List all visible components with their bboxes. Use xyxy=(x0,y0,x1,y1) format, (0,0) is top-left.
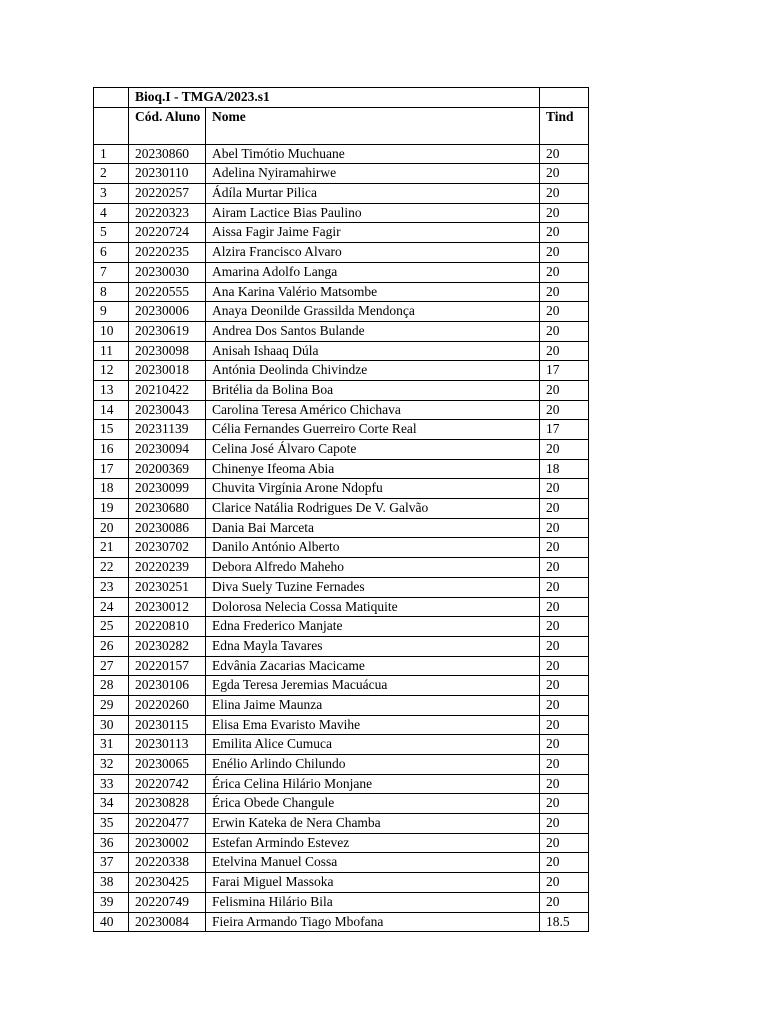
tind-grade: 20 xyxy=(540,302,589,322)
tind-grade: 20 xyxy=(540,538,589,558)
student-code: 20220749 xyxy=(129,892,206,912)
tind-grade: 20 xyxy=(540,715,589,735)
tind-grade: 20 xyxy=(540,203,589,223)
student-code: 20220810 xyxy=(129,617,206,637)
student-code: 20230099 xyxy=(129,479,206,499)
table-row xyxy=(94,400,589,420)
row-number: 11 xyxy=(94,341,129,361)
tind-grade: 20 xyxy=(540,499,589,519)
student-name: Etelvina Manuel Cossa xyxy=(206,853,540,873)
student-name: Edvânia Zacarias Macicame xyxy=(206,656,540,676)
table-row xyxy=(94,459,589,479)
student-name: Chuvita Virgínia Arone Ndopfu xyxy=(206,479,540,499)
student-code: 20220724 xyxy=(129,223,206,243)
empty-cell xyxy=(94,88,129,108)
table-row xyxy=(94,538,589,558)
table-row xyxy=(94,302,589,322)
student-name: Abel Timótio Muchuane xyxy=(206,144,540,164)
header-code: Cód. Aluno xyxy=(129,107,206,144)
student-code: 20220239 xyxy=(129,558,206,578)
title-row xyxy=(94,88,589,108)
tind-grade: 20 xyxy=(540,321,589,341)
student-name: Diva Suely Tuzine Fernades xyxy=(206,577,540,597)
student-code: 20220555 xyxy=(129,282,206,302)
row-number: 17 xyxy=(94,459,129,479)
tind-grade: 20 xyxy=(540,892,589,912)
student-name: Clarice Natália Rodrigues De V. Galvão xyxy=(206,499,540,519)
student-name: Adelina Nyiramahirwe xyxy=(206,164,540,184)
row-number: 34 xyxy=(94,794,129,814)
row-number: 33 xyxy=(94,774,129,794)
table-row xyxy=(94,499,589,519)
student-code: 20230115 xyxy=(129,715,206,735)
student-name: Dania Bai Marceta xyxy=(206,518,540,538)
table-row xyxy=(94,321,589,341)
row-number: 40 xyxy=(94,912,129,932)
student-code: 20230043 xyxy=(129,400,206,420)
tind-grade: 20 xyxy=(540,617,589,637)
table-row xyxy=(94,774,589,794)
grades-table xyxy=(93,87,589,932)
row-number: 25 xyxy=(94,617,129,637)
student-code: 20230030 xyxy=(129,262,206,282)
table-row xyxy=(94,164,589,184)
table-row xyxy=(94,518,589,538)
row-number: 37 xyxy=(94,853,129,873)
row-number: 16 xyxy=(94,440,129,460)
table-row xyxy=(94,341,589,361)
row-number: 8 xyxy=(94,282,129,302)
student-code: 20220260 xyxy=(129,695,206,715)
table-row xyxy=(94,262,589,282)
table-row xyxy=(94,853,589,873)
student-name: Farai Miguel Massoka xyxy=(206,873,540,893)
student-name: Chinenye Ifeoma Abia xyxy=(206,459,540,479)
tind-grade: 20 xyxy=(540,755,589,775)
row-number: 5 xyxy=(94,223,129,243)
student-code: 20230098 xyxy=(129,341,206,361)
student-code: 20220477 xyxy=(129,814,206,834)
student-code: 20230084 xyxy=(129,912,206,932)
tind-grade: 20 xyxy=(540,341,589,361)
student-name: Antónia Deolinda Chivindze xyxy=(206,361,540,381)
student-code: 20230425 xyxy=(129,873,206,893)
table-row xyxy=(94,656,589,676)
student-name: Edna Mayla Tavares xyxy=(206,636,540,656)
student-name: Érica Obede Changule xyxy=(206,794,540,814)
tind-grade: 20 xyxy=(540,577,589,597)
tind-grade: 20 xyxy=(540,695,589,715)
table-row xyxy=(94,892,589,912)
tind-grade: 20 xyxy=(540,814,589,834)
table-row xyxy=(94,479,589,499)
tind-grade: 20 xyxy=(540,164,589,184)
row-number: 32 xyxy=(94,755,129,775)
student-code: 20230860 xyxy=(129,144,206,164)
table-row xyxy=(94,636,589,656)
tind-grade: 20 xyxy=(540,282,589,302)
tind-grade: 20 xyxy=(540,518,589,538)
tind-grade: 20 xyxy=(540,184,589,204)
student-code: 20220323 xyxy=(129,203,206,223)
table-row xyxy=(94,814,589,834)
tind-grade: 17 xyxy=(540,361,589,381)
tind-grade: 20 xyxy=(540,262,589,282)
student-code: 20230282 xyxy=(129,636,206,656)
row-number: 39 xyxy=(94,892,129,912)
student-code: 20220338 xyxy=(129,853,206,873)
student-code: 20230113 xyxy=(129,735,206,755)
row-number: 35 xyxy=(94,814,129,834)
student-name: Carolina Teresa Américo Chichava xyxy=(206,400,540,420)
header-tind: Tind xyxy=(540,107,589,144)
tind-grade: 20 xyxy=(540,479,589,499)
student-name: Elisa Ema Evaristo Mavihe xyxy=(206,715,540,735)
row-number: 19 xyxy=(94,499,129,519)
tind-grade: 20 xyxy=(540,774,589,794)
table-row xyxy=(94,144,589,164)
student-code: 20230065 xyxy=(129,755,206,775)
student-code: 20230702 xyxy=(129,538,206,558)
row-number: 24 xyxy=(94,597,129,617)
tind-grade: 20 xyxy=(540,380,589,400)
row-number: 4 xyxy=(94,203,129,223)
student-name: Felismina Hilário Bila xyxy=(206,892,540,912)
table-row xyxy=(94,184,589,204)
course-title: Bioq.I - TMGA/2023.s1 xyxy=(129,88,540,108)
student-name: Egda Teresa Jeremias Macuácua xyxy=(206,676,540,696)
tind-grade: 20 xyxy=(540,440,589,460)
student-name: Alzira Francisco Alvaro xyxy=(206,243,540,263)
row-number: 13 xyxy=(94,380,129,400)
student-code: 20220257 xyxy=(129,184,206,204)
tind-grade: 20 xyxy=(540,833,589,853)
row-number: 26 xyxy=(94,636,129,656)
table-row xyxy=(94,223,589,243)
student-code: 20230106 xyxy=(129,676,206,696)
tind-grade: 20 xyxy=(540,735,589,755)
header-name: Nome xyxy=(206,107,540,144)
empty-cell xyxy=(94,107,129,144)
table-row xyxy=(94,243,589,263)
row-number: 21 xyxy=(94,538,129,558)
student-code: 20231139 xyxy=(129,420,206,440)
row-number: 2 xyxy=(94,164,129,184)
student-name: Danilo António Alberto xyxy=(206,538,540,558)
row-number: 3 xyxy=(94,184,129,204)
table-row xyxy=(94,735,589,755)
header-row xyxy=(94,107,589,144)
student-name: Andrea Dos Santos Bulande xyxy=(206,321,540,341)
row-number: 20 xyxy=(94,518,129,538)
tind-grade: 20 xyxy=(540,558,589,578)
student-code: 20230680 xyxy=(129,499,206,519)
row-number: 18 xyxy=(94,479,129,499)
student-name: Amarina Adolfo Langa xyxy=(206,262,540,282)
student-code: 20230110 xyxy=(129,164,206,184)
tind-grade: 20 xyxy=(540,223,589,243)
row-number: 30 xyxy=(94,715,129,735)
student-name: Dolorosa Nelecia Cossa Matiquite xyxy=(206,597,540,617)
table-row xyxy=(94,380,589,400)
table-row xyxy=(94,695,589,715)
row-number: 28 xyxy=(94,676,129,696)
tind-grade: 20 xyxy=(540,794,589,814)
row-number: 36 xyxy=(94,833,129,853)
tind-grade: 20 xyxy=(540,636,589,656)
student-code: 20200369 xyxy=(129,459,206,479)
row-number: 12 xyxy=(94,361,129,381)
row-number: 1 xyxy=(94,144,129,164)
row-number: 22 xyxy=(94,558,129,578)
row-number: 29 xyxy=(94,695,129,715)
table-row xyxy=(94,873,589,893)
student-name: Ana Karina Valério Matsombe xyxy=(206,282,540,302)
table-row xyxy=(94,755,589,775)
row-number: 38 xyxy=(94,873,129,893)
row-number: 9 xyxy=(94,302,129,322)
row-number: 23 xyxy=(94,577,129,597)
student-name: Debora Alfredo Maheho xyxy=(206,558,540,578)
row-number: 14 xyxy=(94,400,129,420)
student-code: 20230012 xyxy=(129,597,206,617)
tind-grade: 18.5 xyxy=(540,912,589,932)
tind-grade: 17 xyxy=(540,420,589,440)
table-row xyxy=(94,597,589,617)
student-name: Britélia da Bolina Boa xyxy=(206,380,540,400)
table-row xyxy=(94,440,589,460)
student-name: Anisah Ishaaq Dúla xyxy=(206,341,540,361)
table-row xyxy=(94,833,589,853)
tind-grade: 20 xyxy=(540,400,589,420)
tind-grade: 20 xyxy=(540,656,589,676)
student-name: Airam Lactice Bias Paulino xyxy=(206,203,540,223)
table-row xyxy=(94,361,589,381)
student-code: 20230251 xyxy=(129,577,206,597)
table-row xyxy=(94,715,589,735)
tind-grade: 20 xyxy=(540,243,589,263)
tind-grade: 20 xyxy=(540,144,589,164)
tind-grade: 20 xyxy=(540,597,589,617)
student-code: 20220235 xyxy=(129,243,206,263)
table-row xyxy=(94,617,589,637)
student-name: Enélio Arlindo Chilundo xyxy=(206,755,540,775)
tind-grade: 20 xyxy=(540,853,589,873)
row-number: 6 xyxy=(94,243,129,263)
student-name: Edna Frederico Manjate xyxy=(206,617,540,637)
student-code: 20220157 xyxy=(129,656,206,676)
student-name: Elina Jaime Maunza xyxy=(206,695,540,715)
table-row xyxy=(94,420,589,440)
student-code: 20230828 xyxy=(129,794,206,814)
table-row xyxy=(94,676,589,696)
table-row xyxy=(94,558,589,578)
student-name: Fieira Armando Tiago Mbofana xyxy=(206,912,540,932)
student-name: Ádíla Murtar Pilica xyxy=(206,184,540,204)
tind-grade: 20 xyxy=(540,676,589,696)
row-number: 10 xyxy=(94,321,129,341)
student-code: 20230619 xyxy=(129,321,206,341)
table-row xyxy=(94,282,589,302)
student-name: Érica Celina Hilário Monjane xyxy=(206,774,540,794)
row-number: 27 xyxy=(94,656,129,676)
table-row xyxy=(94,912,589,932)
student-name: Emilita Alice Cumuca xyxy=(206,735,540,755)
student-code: 20230086 xyxy=(129,518,206,538)
student-name: Aissa Fagir Jaime Fagir xyxy=(206,223,540,243)
table-row xyxy=(94,577,589,597)
table-row xyxy=(94,203,589,223)
student-code: 20210422 xyxy=(129,380,206,400)
tind-grade: 20 xyxy=(540,873,589,893)
student-name: Anaya Deonilde Grassilda Mendonça xyxy=(206,302,540,322)
student-name: Célia Fernandes Guerreiro Corte Real xyxy=(206,420,540,440)
student-name: Erwin Kateka de Nera Chamba xyxy=(206,814,540,834)
row-number: 15 xyxy=(94,420,129,440)
tind-grade: 18 xyxy=(540,459,589,479)
student-code: 20230002 xyxy=(129,833,206,853)
student-code: 20220742 xyxy=(129,774,206,794)
student-code: 20230094 xyxy=(129,440,206,460)
student-name: Celina José Álvaro Capote xyxy=(206,440,540,460)
row-number: 31 xyxy=(94,735,129,755)
student-name: Estefan Armindo Estevez xyxy=(206,833,540,853)
empty-cell xyxy=(540,88,589,108)
student-code: 20230018 xyxy=(129,361,206,381)
row-number: 7 xyxy=(94,262,129,282)
table-row xyxy=(94,794,589,814)
student-code: 20230006 xyxy=(129,302,206,322)
